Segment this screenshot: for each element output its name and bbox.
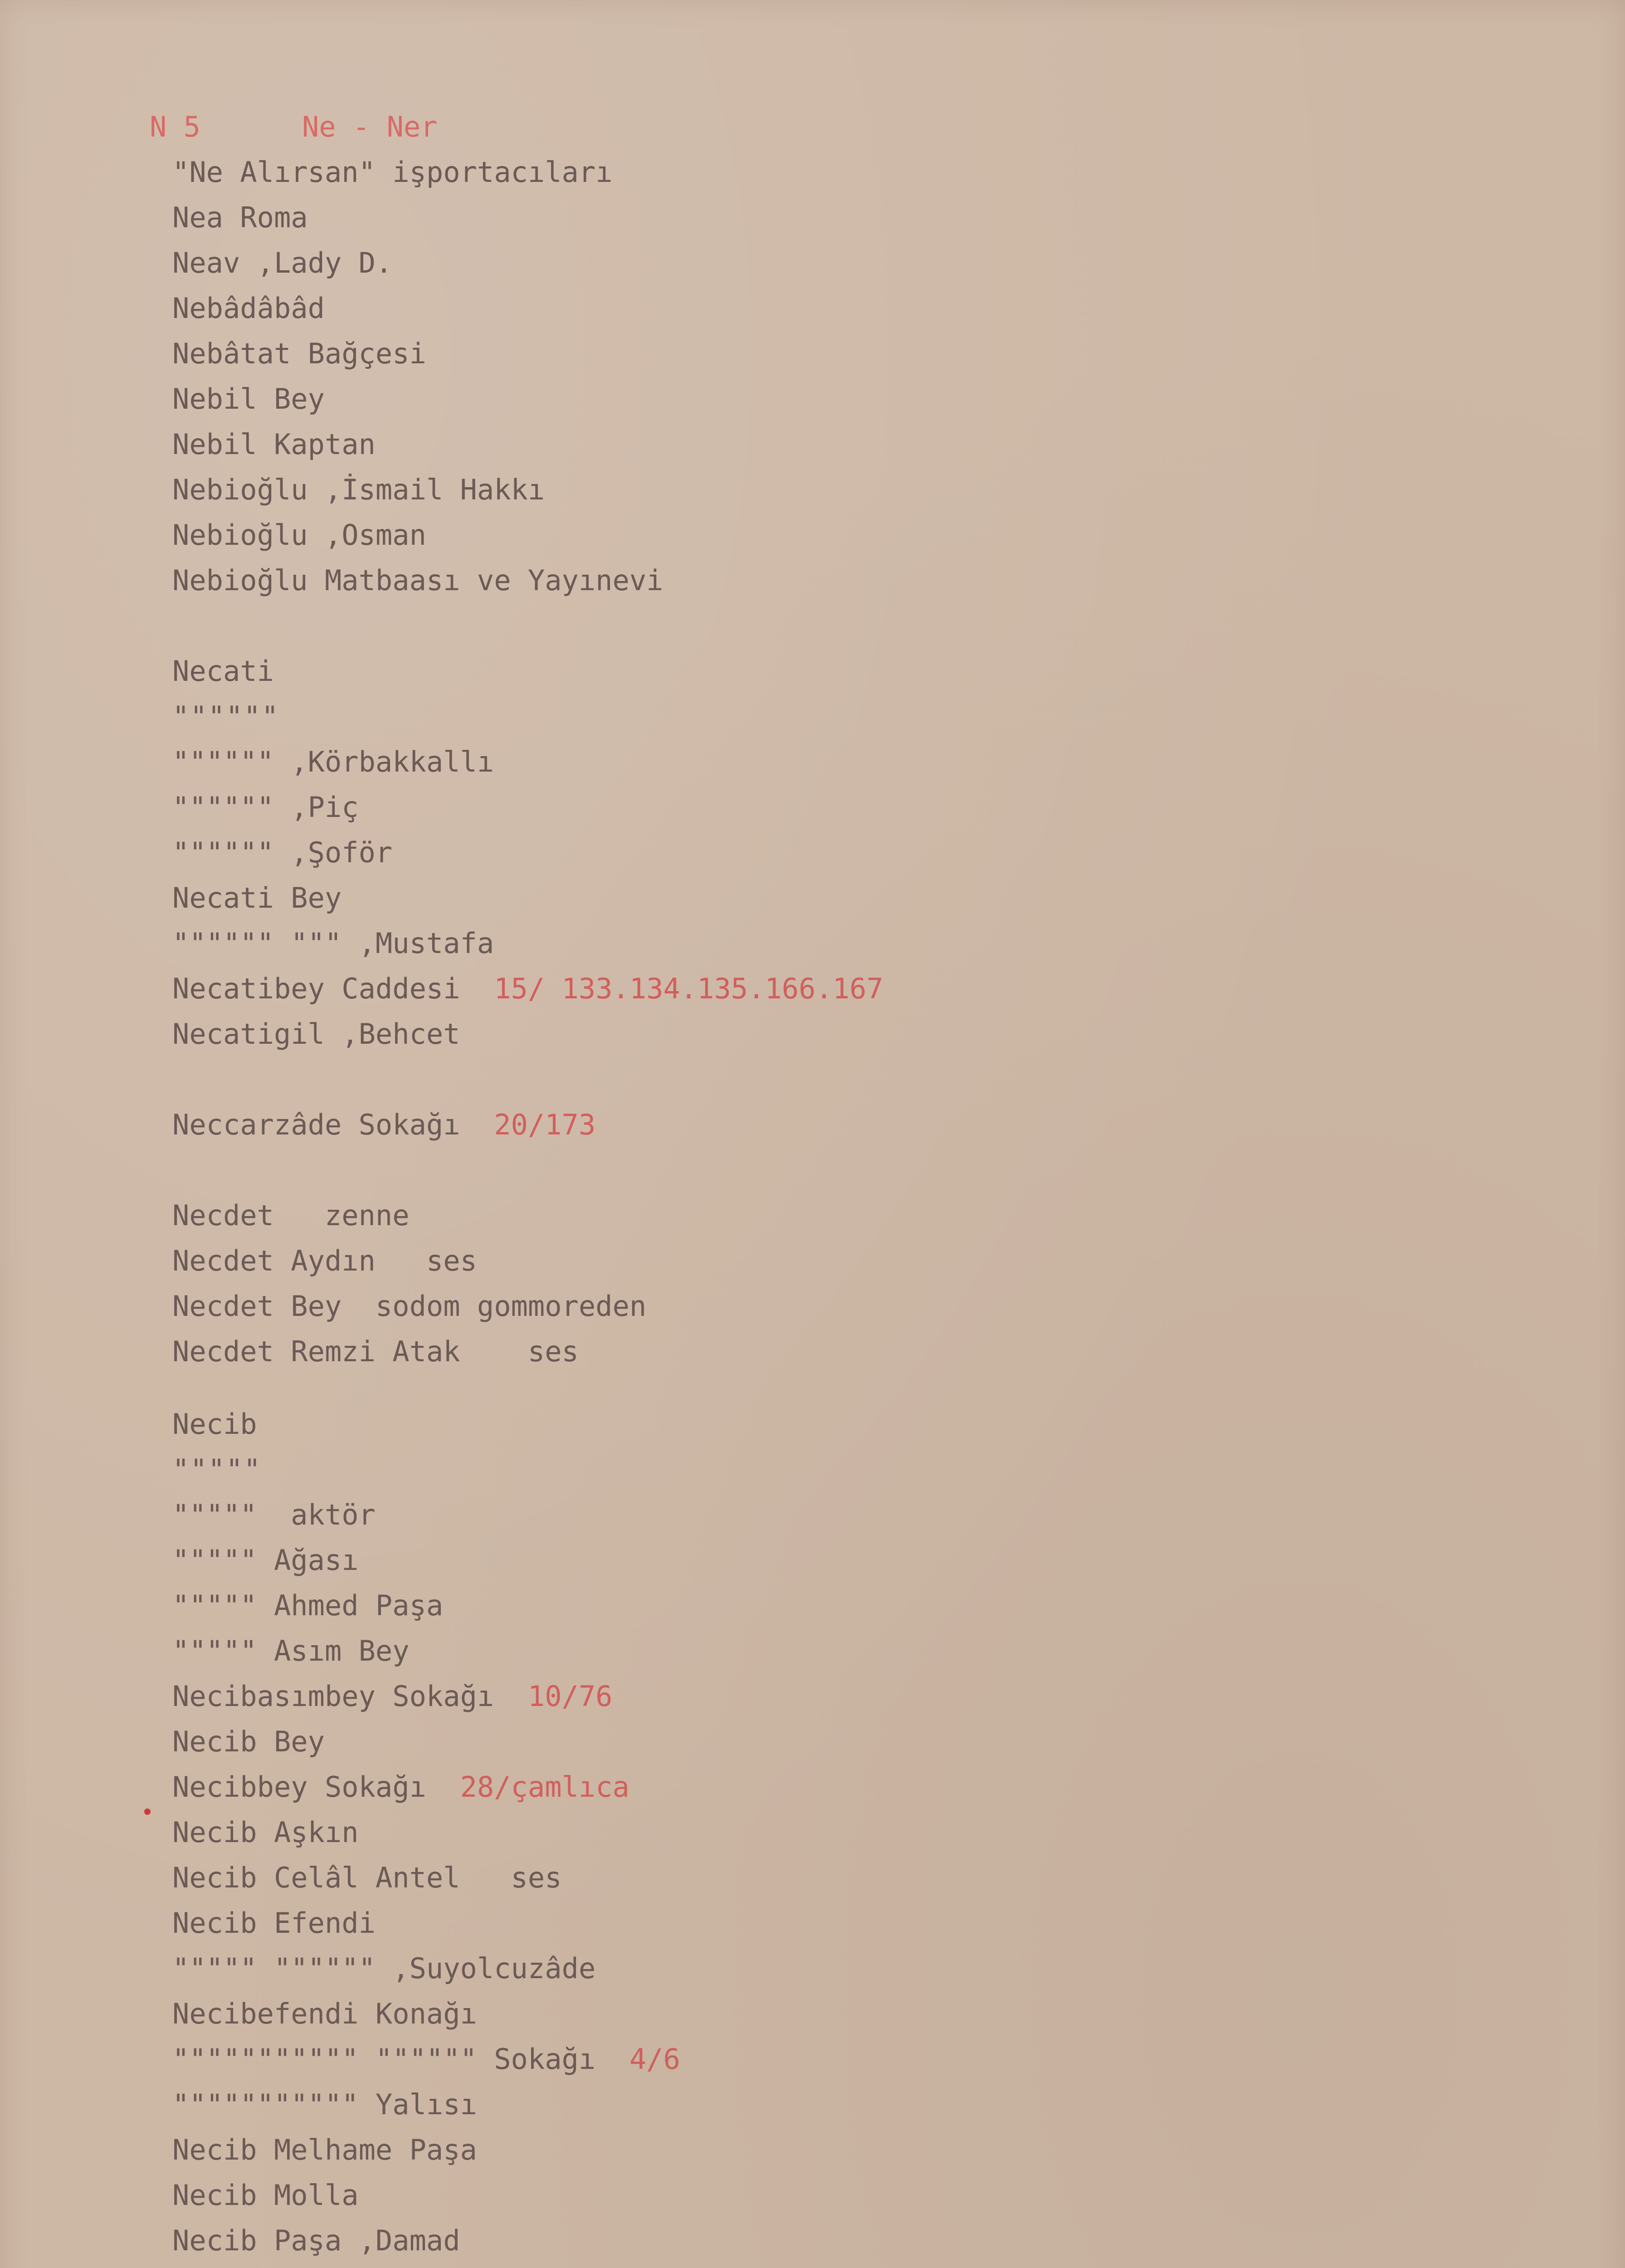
entry-line: Necib Celâl Antel ses: [172, 1861, 562, 1894]
entry-line: Necibbey Sokağı 28/çamlıca: [172, 1770, 630, 1804]
reference-number: 28/çamlıca: [460, 1770, 630, 1804]
entry-line: Nea Roma: [172, 201, 308, 234]
reference-number: 20/173: [494, 1108, 596, 1141]
entry-line: """"""""""" """""" Sokağı 4/6: [172, 2043, 680, 2076]
red-mark: [144, 1809, 151, 1815]
entry-line: """""": [172, 700, 279, 733]
reference-number: 4/6: [629, 2043, 680, 2076]
entry-line: Necibasımbey Sokağı 10/76: [172, 1680, 613, 1713]
entry-line: """""" """ ,Mustafa: [172, 927, 494, 960]
entry-line: Necdet zenne: [172, 1199, 410, 1232]
entry-line: Necib Melhame Paşa: [172, 2133, 477, 2166]
entry-line: """"""""""" Yalısı: [172, 2088, 477, 2121]
entry-line: Nebioğlu Matbaası ve Yayınevi: [172, 564, 664, 597]
entry-line: Nebil Kaptan: [172, 428, 376, 461]
page-header: [150, 109, 438, 145]
entry-line: Neav ,Lady D.: [172, 246, 393, 279]
entry-line: Necdet Remzi Atak ses: [172, 1335, 579, 1368]
entry-line: """"" """""" ,Suyolcuzâde: [172, 1952, 596, 1985]
entry-line: Necatigil ,Behcet: [172, 1017, 460, 1051]
entry-line: Nebioğlu ,Osman: [172, 518, 426, 552]
entry-line: """""" ,Piç: [172, 791, 359, 824]
entry-line: """"" Ağası: [172, 1544, 359, 1577]
entry-line: Necib Efendi: [172, 1906, 376, 1940]
entry-line: Necdet Aydın ses: [172, 1244, 477, 1277]
entry-line: Nebil Bey: [172, 382, 325, 415]
entry-line: Necib Bey: [172, 1725, 325, 1758]
entry-line: """"" Asım Bey: [172, 1634, 410, 1667]
entry-line: Necati: [172, 655, 274, 688]
reference-number: 15/ 133.134.135.166.167: [494, 972, 883, 1005]
entry-line: "Ne Alırsan" işportacıları: [172, 156, 613, 189]
entry-line: Neccarzâde Sokağı 20/173: [172, 1108, 596, 1141]
entry-line: Necati Bey: [172, 881, 342, 914]
entry-line: """""" ,Körbakkallı: [172, 745, 494, 778]
entry-line: """"" aktör: [172, 1498, 376, 1531]
entry-line: Necdet Bey sodom gommoreden: [172, 1290, 647, 1323]
entry-line: """"" Ahmed Paşa: [172, 1589, 444, 1622]
reference-number: 10/76: [527, 1680, 613, 1713]
volume-label: N 5: [150, 110, 200, 143]
entry-line: Necatibey Caddesi 15/ 133.134.135.166.167: [172, 972, 883, 1005]
entry-line: Necib Aşkın: [172, 1816, 359, 1849]
entry-line: Nebâtat Bağçesi: [172, 337, 426, 370]
entry-line: """"": [172, 1453, 262, 1486]
entry-line: """""" ,Şoför: [172, 836, 393, 869]
entry-line: Necibefendi Konağı: [172, 1997, 477, 2030]
entry-line: Necib Paşa ,Damad: [172, 2224, 460, 2257]
entry-line: Necib: [172, 1408, 257, 1441]
range-label: Ne - Ner: [302, 110, 438, 143]
entry-line: Nebioğlu ,İsmail Hakkı: [172, 473, 545, 506]
entry-line: Nebâdâbâd: [172, 292, 325, 325]
entry-line: Necib Molla: [172, 2179, 359, 2212]
